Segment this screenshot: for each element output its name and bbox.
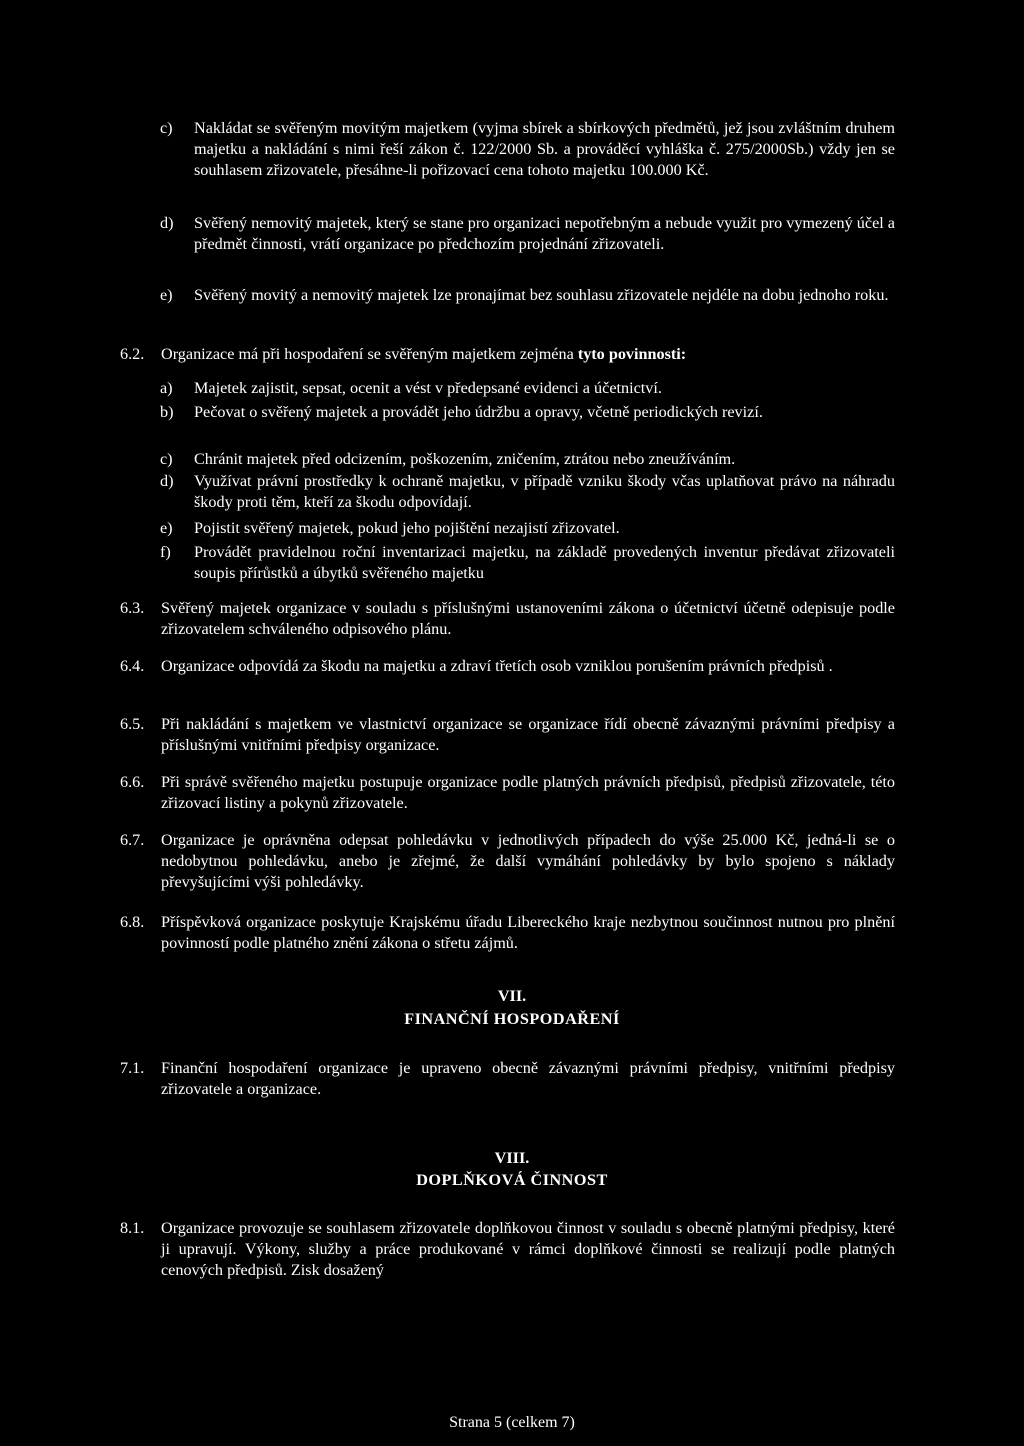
paragraph-number: 7.1. — [120, 1059, 145, 1077]
list-text: Využívat právní prostředky k ochraně majetku, v případě vzniku škody včas uplatňovat právo na náhradu škody proti těm, kteří za škodu odpovídají. — [194, 472, 895, 511]
list-text: Pečovat o svěřený majetek a provádět jeho údržbu a opravy, včetně periodických revizí. — [194, 403, 763, 421]
paragraph-text: Organizace je oprávněna odepsat pohledávku v jednotlivých případech do výše 25.000 Kč, jedná-li se o nedobytnou pohledávku, anebo je zřejmé, že další vymáhání pohledávky by bylo spojeno s náklady převyšujícími výši pohledávky. — [161, 831, 895, 891]
paragraph-6-5 — [120, 714, 895, 756]
paragraph-7-1 — [120, 1058, 895, 1100]
list-item-6-2-c — [160, 449, 895, 470]
list-text: Provádět pravidelnou roční inventarizaci majetku, na základě provedených inventur předávat zřizovateli soupis přírůstků a úbytků svěřeného majetku — [194, 543, 895, 582]
list-label: c) — [160, 119, 173, 137]
paragraph-6-2 — [120, 344, 895, 365]
list-text: Nakládat se svěřeným movitým majetkem (vyjma sbírek a sbírkových předmětů, jež jsou zvláštním druhem majetku a nakládání s nimi řeší zákon č. 122/2000 Sb. a prováděcí vyhláška č. 275/2000Sb.) vždy jen se souhlasem zřizovatele, přesáhne-li pořizovací cena tohoto majetku 100.000 Kč. — [194, 119, 895, 179]
list-text: Svěřený nemovitý majetek, který se stane pro organizaci nepotřebným a nebude využit pro vymezený účel a předmět činnosti, vrátí organizace po předchozím projednání zřizovateli. — [194, 214, 895, 253]
list-item-6-2-e — [160, 518, 895, 539]
section-7-title: FINANČNÍ HOSPODAŘENÍ — [404, 1010, 620, 1028]
paragraph-text: Organizace provozuje se souhlasem zřizovatele doplňkovou činnost v souladu s obecně platnými předpisy, které ji upravují. Výkony, služby a práce produkované v rámci doplňkové činnosti se realizují podle platných cenových předpisů. Zisk dosažený — [161, 1219, 895, 1279]
list-item-6-1-d — [160, 213, 895, 255]
paragraph-6-8 — [120, 912, 895, 954]
bold-phrase: tyto povinnosti: — [577, 345, 687, 363]
list-item-6-2-b — [160, 402, 895, 423]
paragraph-text: Při správě svěřeného majetku postupuje organizace podle platných právních předpisů, předpisů zřizovatele, této zřizovací listiny a pokynů zřizovatele. — [161, 773, 895, 812]
paragraph-number: 6.2. — [120, 345, 145, 363]
paragraph-6-3 — [120, 598, 895, 640]
list-label: d) — [160, 214, 174, 232]
paragraph-text: Svěřený majetek organizace v souladu s příslušnými ustanoveními zákona o účetnictví účetně odepisuje podle zřizovatelem schváleného odpisového plánu. — [161, 599, 895, 638]
paragraph-text: Při nakládání s majetkem ve vlastnictví organizace se organizace řídí obecně závaznými právními předpisy a příslušnými vnitřními předpisy organizace. — [161, 715, 895, 754]
list-text: Chránit majetek před odcizením, poškozením, zničením, ztrátou nebo zneužíváním. — [194, 450, 736, 468]
list-label: c) — [160, 450, 173, 468]
list-label: a) — [160, 379, 173, 397]
paragraph-number: 6.7. — [120, 831, 145, 849]
paragraph-number: 8.1. — [120, 1219, 145, 1237]
paragraph-number: 6.4. — [120, 657, 145, 675]
paragraph-text: Příspěvková organizace poskytuje Krajskému úřadu Libereckého kraje nezbytnou součinnost nutnou pro plnění povinností podle platného znění zákona o střetu zájmů. — [161, 913, 895, 952]
list-item-6-2-d — [160, 471, 895, 513]
paragraph-text: Organizace odpovídá za škodu na majetku a zdraví třetích osob vzniklou porušením právních předpisů . — [161, 657, 833, 675]
paragraph-text: Organizace má při hospodaření se svěřeným majetkem zejména tyto povinnosti: — [161, 345, 687, 363]
paragraph-number: 6.8. — [120, 913, 145, 931]
list-label: d) — [160, 472, 174, 490]
list-label: f) — [160, 543, 171, 561]
paragraph-number: 6.3. — [120, 599, 145, 617]
list-item-6-2-a — [160, 378, 895, 399]
section-7-number: VII. — [497, 987, 527, 1005]
page-footer: Strana 5 (celkem 7) — [449, 1414, 575, 1431]
list-item-6-2-f — [160, 542, 895, 584]
list-text: Svěřený movitý a nemovitý majetek lze pronajímat bez souhlasu zřizovatele nejdéle na dobu jednoho roku. — [194, 286, 889, 304]
paragraph-6-7 — [120, 830, 895, 893]
paragraph-number: 6.6. — [120, 773, 145, 791]
list-text: Majetek zajistit, sepsat, ocenit a vést v předepsané evidenci a účetnictví. — [194, 379, 662, 397]
list-label: e) — [160, 519, 173, 537]
paragraph-6-4 — [120, 656, 895, 677]
section-8-number: VIII. — [494, 1149, 530, 1167]
paragraph-6-6 — [120, 772, 895, 814]
list-label: e) — [160, 286, 173, 304]
paragraph-number: 6.5. — [120, 715, 145, 733]
list-item-6-1-e — [160, 285, 895, 306]
section-8-title: DOPLŇKOVÁ ČINNOST — [416, 1171, 608, 1189]
paragraph-text: Finanční hospodaření organizace je upraveno obecně závaznými právními předpisy, vnitřními předpisy zřizovatele a organizace. — [161, 1059, 895, 1098]
list-item-6-1-c — [160, 118, 895, 181]
list-text: Pojistit svěřený majetek, pokud jeho pojištění nezajistí zřizovatel. — [194, 519, 620, 537]
paragraph-8-1 — [120, 1218, 895, 1281]
list-label: b) — [160, 403, 174, 421]
